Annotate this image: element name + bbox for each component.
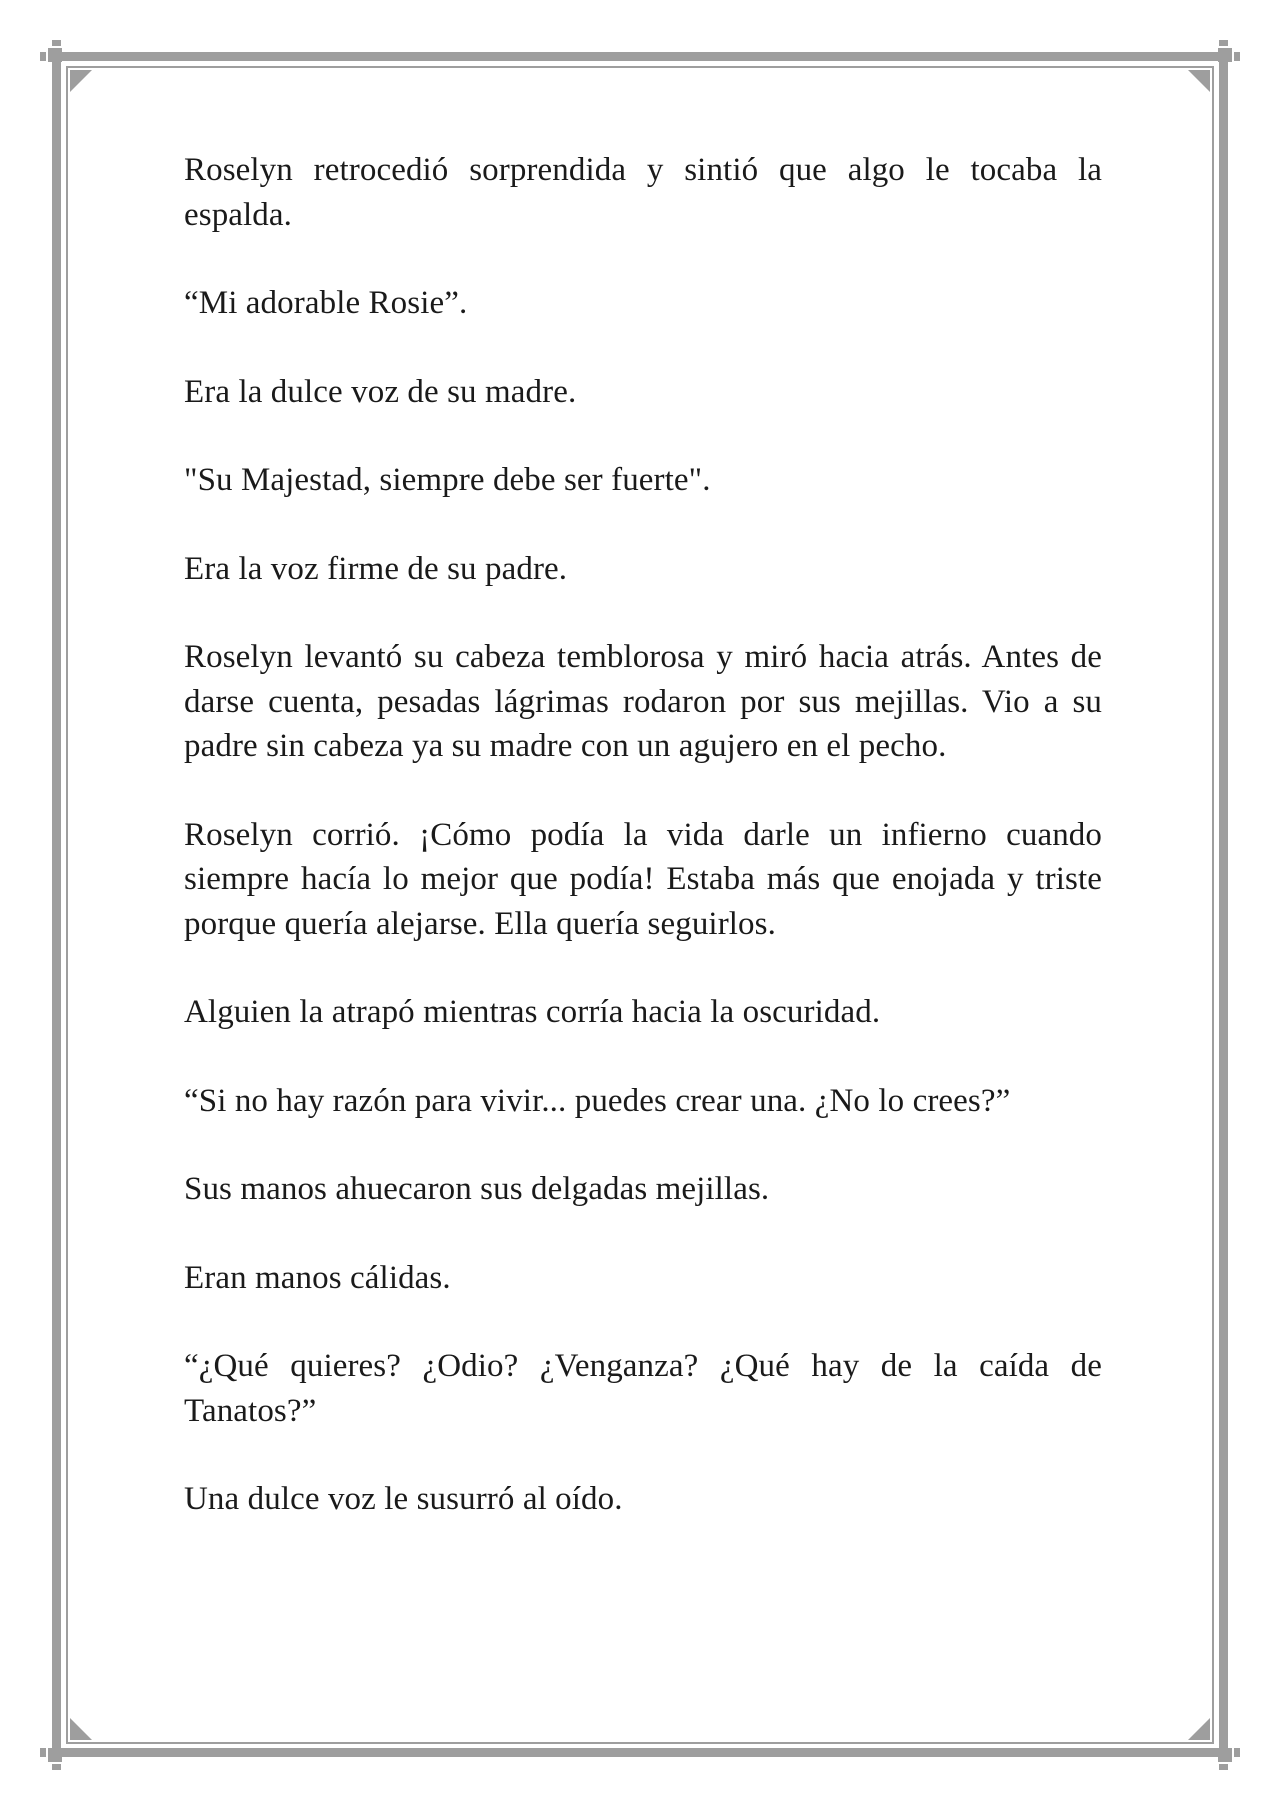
story-text — [184, 148, 1102, 1566]
frame-left-bar — [52, 62, 61, 1748]
paragraph: Sus manos ahuecaron sus delgadas mejillas. — [184, 1171, 770, 1207]
corner-square-bl — [48, 1748, 62, 1762]
paragraph: Roselyn levantó su cabeza temblorosa y miró hacia atrás. Antes de darse cuenta, pesadas lágrimas rodaron por sus mejillas. Vio a su padre sin cabeza ya su madre con un agujero en el pecho. — [184, 639, 1102, 764]
corner-square-br — [1218, 1748, 1232, 1762]
corner-triangle-br — [1188, 1718, 1210, 1740]
paragraph: Una dulce voz le susurró al oído. — [184, 1481, 623, 1517]
paragraph: Roselyn corrió. ¡Cómo podía la vida darle un infierno cuando siempre hacía lo mejor que podía! Estaba más que enojada y triste porque quería alejarse. Ella quería seguirlos. — [184, 816, 1102, 942]
frame-top-bar — [62, 52, 1218, 61]
frame-bottom-bar — [62, 1748, 1218, 1757]
paragraph: “Mi adorable Rosie”. — [184, 285, 468, 321]
corner-square-tl — [48, 48, 62, 62]
corner-triangle-tr — [1188, 70, 1210, 92]
paragraph: Eran manos cálidas. — [184, 1259, 451, 1296]
corner-triangle-bl — [70, 1718, 92, 1740]
frame-right-bar — [1219, 62, 1228, 1748]
paragraph: Era la dulce voz de su madre. — [184, 373, 577, 410]
paragraph: Alguien la atrapó mientras corría hacia la oscuridad. — [184, 994, 881, 1030]
corner-square-tr — [1218, 48, 1232, 62]
paragraph: "Su Majestad, siempre debe ser fuerte". — [184, 462, 711, 498]
paragraph: “¿Qué quieres? ¿Odio? ¿Venganza? ¿Qué hay de la caída de Tanatos?” — [184, 1348, 1102, 1429]
paragraph: Roselyn retrocedió sorprendida y sintió que algo le tocaba la espalda. — [184, 152, 1102, 233]
corner-triangle-tl — [70, 70, 92, 92]
paragraph: Era la voz firme de su padre. — [184, 550, 568, 587]
paragraph: “Si no hay razón para vivir... puedes crear una. ¿No lo crees?” — [184, 1082, 1011, 1119]
